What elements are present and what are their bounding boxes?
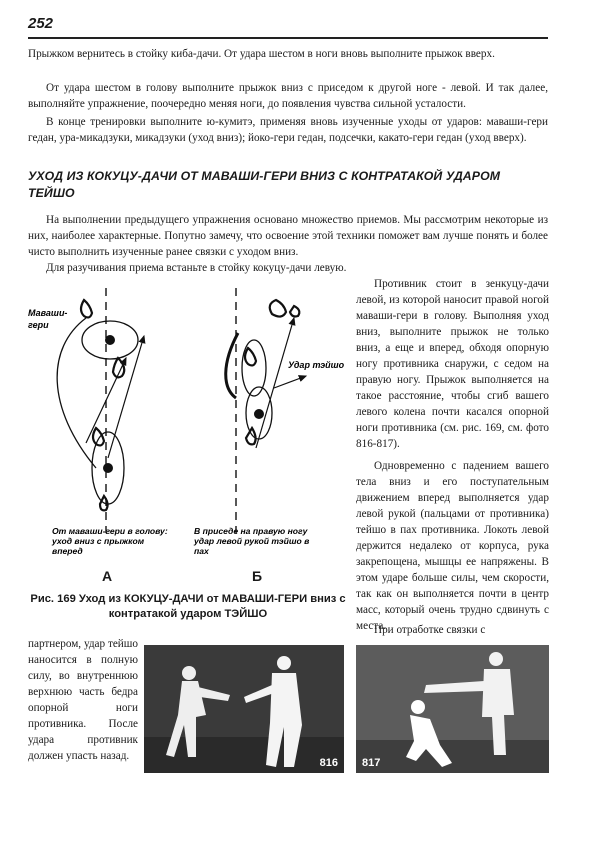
photo-number-817: 817 bbox=[362, 757, 381, 769]
page-number: 252 bbox=[28, 15, 54, 32]
footprint-icon bbox=[246, 428, 256, 444]
paragraph-2: От удара шестом в голову выполните прыжок вниз с приседом к другой ноге - левой. И так далее, выполняйте упражнение, поочередно меняя ноги, до появления чувства сильной усталости. bbox=[28, 82, 548, 110]
footprint-icon bbox=[270, 300, 286, 317]
right-paragraph-3: При отработке связки с bbox=[374, 624, 486, 636]
diagram-a bbox=[28, 288, 168, 556]
photo-816 bbox=[144, 645, 344, 773]
caption-b-line1: В приседе на правую ногу bbox=[194, 526, 308, 536]
caption-b-line2: удар левой рукой тэйшо в bbox=[194, 536, 310, 546]
figure-letter-b: Б bbox=[252, 568, 263, 584]
footprint-icon bbox=[93, 428, 104, 445]
figure-caption: Рис. 169 Уход из КОКУЦУ-ДАЧИ от МАВАШИ-ГЕРИ вниз с контратакой ударом ТЭЙШО bbox=[30, 593, 346, 620]
caption-a-line2: уход вниз с прыжком bbox=[52, 536, 145, 546]
paragraph-5: Для разучивания приема встаньте в стойку кокуцу-дачи левую. bbox=[46, 262, 347, 274]
photo-817 bbox=[356, 645, 549, 773]
footprint-icon bbox=[245, 348, 256, 365]
right-paragraph-1: Противник стоит в зенкуцу-дачи левой, из которой наносит правой ногой маваши-гери в голову. Выполняя уход вниз, выполните прыжок не только вниз, а еще и вперед, обходя опорную ногу противника снаружи, с седом на правую ногу. Прыжок выполняется на такое расстояние, чтобы сгиб вашего левого колена почти касался опорной ноги противника (см. рис. 169, см. фото 816-817). bbox=[356, 278, 549, 450]
section-heading: УХОД ИЗ КОКУЦУ-ДАЧИ ОТ МАВАШИ-ГЕРИ ВНИЗ С КОНТРАТАКОЙ УДАРОМ ТЕЙШО bbox=[28, 169, 501, 200]
diagram-b bbox=[193, 288, 345, 556]
label-udar-teisho: Удар тэйшо bbox=[288, 360, 345, 370]
caption-a-line1: От маваши-гери в голову: bbox=[52, 526, 168, 536]
footprint-icon bbox=[81, 300, 92, 317]
left-bottom-paragraph: партнером, удар тейшо наносится в полную силу, во внутреннюю верхнюю часть бедра опорной ноги противника. После удара противник должен упасть назад. bbox=[28, 638, 138, 762]
caption-b-line3: пах bbox=[194, 546, 209, 556]
caption-a-line3: вперед bbox=[52, 546, 83, 556]
figure-169-diagram bbox=[26, 278, 354, 588]
footprint-icon bbox=[290, 306, 299, 317]
paragraph-4: На выполнении предыдущего упражнения основано множество приемов. Мы рассмотрим некоторые из них, наиболее характерные. Попутно замечу, что освоение этой техники поможет вам лучше понять и более чисто выполнить изученные ранее связки с уходом вниз. bbox=[28, 214, 548, 258]
right-paragraph-2: Одновременно с падением вашего тела вниз и его поступательным движением вперед выполняется удар левой рукой (пальцами от противника) тейшо в пах противника. Локоть левой держится недалеко от корпуса, рука закрепощена, мышцы ее напряжены. В этом ударе больше силы, чем скорости, так как он выполняется почти в центр масс, который очень трудно сдвинуть с места. bbox=[356, 460, 549, 632]
photo-number-816: 816 bbox=[319, 757, 338, 769]
figure-letter-a: А bbox=[102, 568, 113, 584]
paragraph-3: В конце тренировки выполните ю-кумитэ, применяя вновь изученные уходы от ударов: маваши-гери гедан, ура-микадзуки, микадзуки (уход вниз); йоко-гери гедан, подсечки, какато-гери гедан (уход вверх). bbox=[28, 116, 548, 144]
label-mawashi-line1: Маваши- bbox=[28, 308, 68, 318]
label-mawashi-line2: гери bbox=[28, 320, 49, 330]
paragraph-1: Прыжком вернитесь в стойку киба-дачи. От удара шестом в ноги вновь выполните прыжок вверх. bbox=[28, 48, 495, 60]
header-rule bbox=[28, 37, 548, 39]
